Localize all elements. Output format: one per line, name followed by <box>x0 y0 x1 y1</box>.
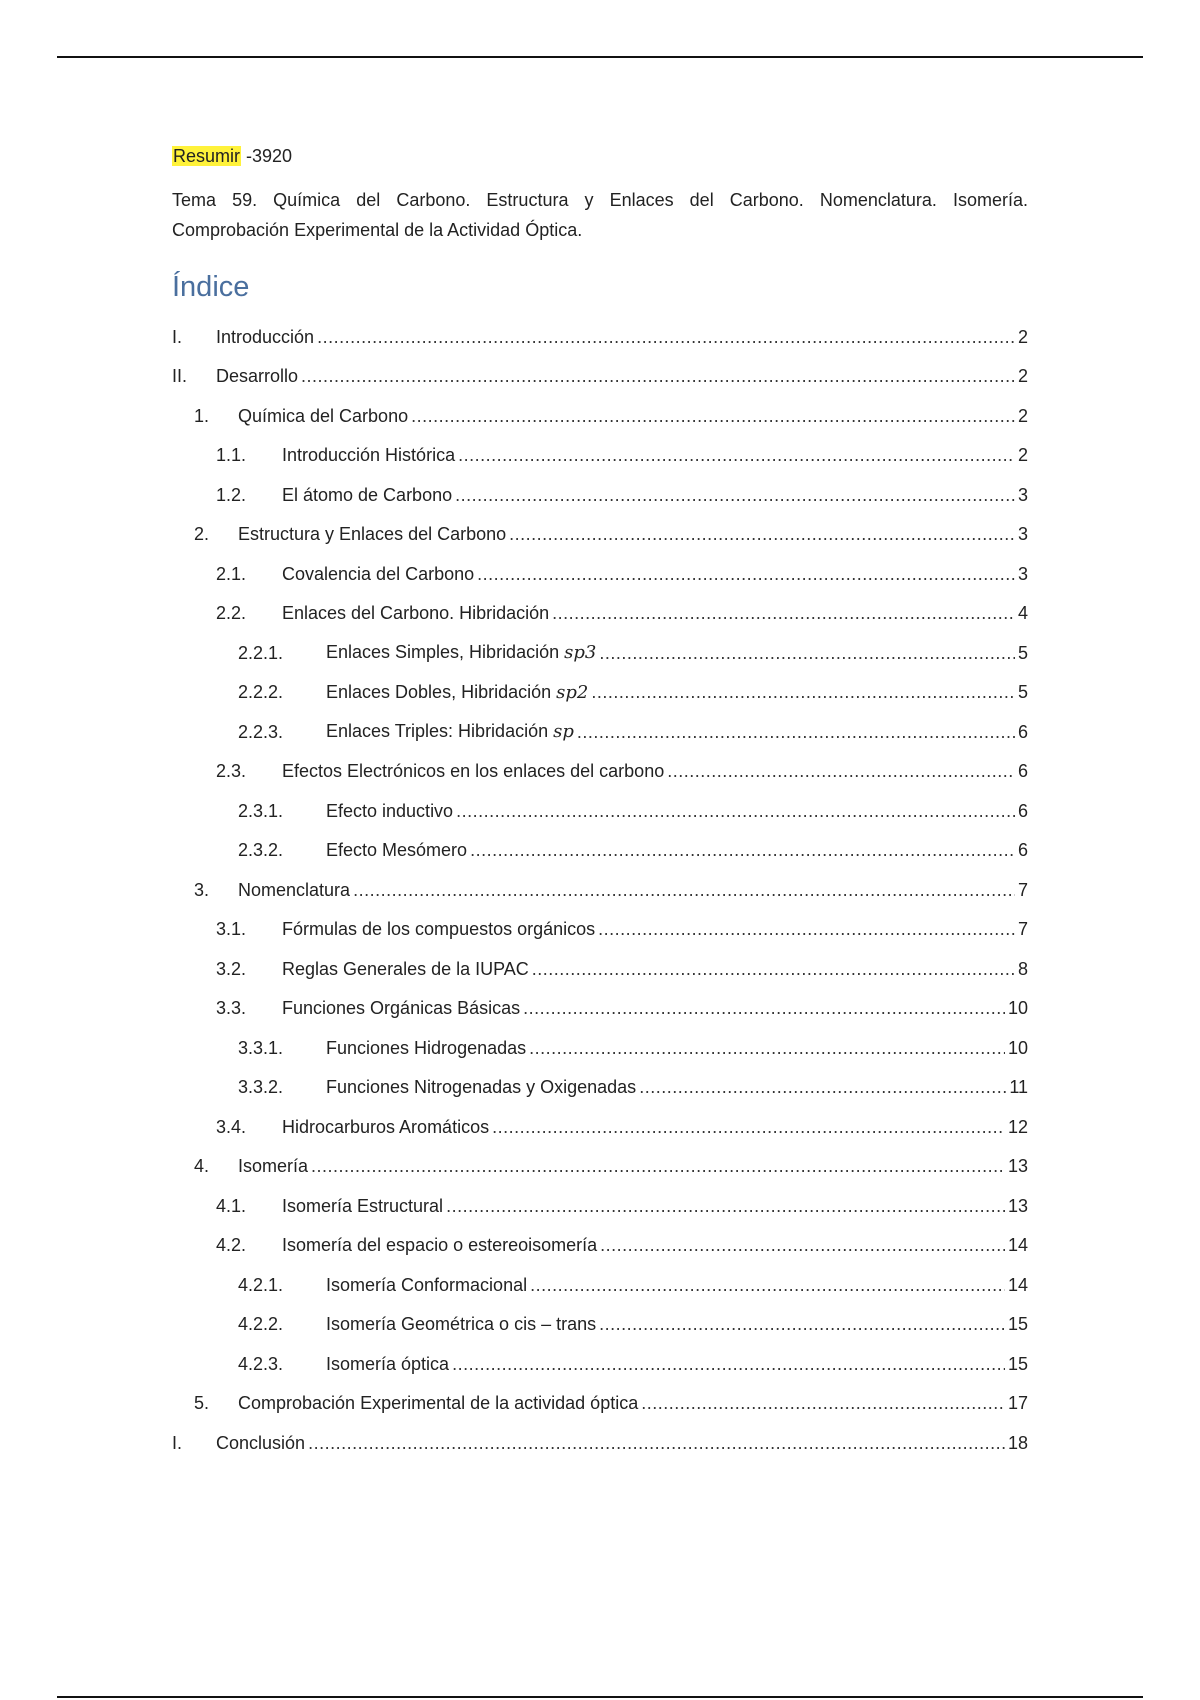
toc-entry-title-text: Desarrollo <box>216 366 299 387</box>
toc-dot-leader <box>591 681 1015 703</box>
toc-entry-page: 2 <box>1017 326 1028 347</box>
toc-entry-title-text: Isomería Estructural <box>282 1195 444 1216</box>
toc-dot-leader <box>529 1037 1005 1059</box>
toc-dot-leader <box>600 1234 1005 1256</box>
toc-entry-number: 4.1. <box>216 1195 247 1216</box>
toc-entry-title-text: Efectos Electrónicos en los enlaces del carbono <box>282 761 665 782</box>
toc-entry[interactable] <box>172 396 1028 436</box>
toc-entry[interactable] <box>172 1147 1028 1187</box>
toc-entry[interactable] <box>172 1028 1028 1068</box>
toc-entry-title <box>238 523 506 545</box>
toc-entry[interactable] <box>172 1226 1028 1266</box>
toc-entry-title-text: Funciones Nitrogenadas y Oxigenadas <box>326 1077 637 1098</box>
toc-entry-number: 4.2.2. <box>238 1314 284 1335</box>
toc-entry-number: 1. <box>194 405 210 426</box>
toc-dot-leader <box>552 602 1015 624</box>
toc-entry-page: 13 <box>1007 1195 1028 1216</box>
toc-entry-math: sp <box>553 721 574 743</box>
toc-dot-leader <box>446 1195 1005 1217</box>
toc-entry-title-text: Enlaces Dobles, Hibridación <box>326 681 557 702</box>
toc-entry-title <box>238 1155 308 1177</box>
toc-entry[interactable] <box>172 1265 1028 1305</box>
toc-entry-title <box>282 997 520 1019</box>
toc-entry[interactable] <box>172 673 1028 713</box>
toc-dot-leader <box>532 958 1015 980</box>
toc-entry[interactable] <box>172 436 1028 476</box>
toc-dot-leader <box>641 1392 1005 1414</box>
toc-entry-title-text: Enlaces Simples, Hibridación <box>326 642 565 663</box>
toc-entry[interactable] <box>172 357 1028 397</box>
toc-entry-title-text: Reglas Generales de la IUPAC <box>282 958 529 979</box>
toc-entry-number: 3.3. <box>216 998 247 1019</box>
toc-entry[interactable] <box>172 791 1028 831</box>
toc-entry[interactable] <box>172 1384 1028 1424</box>
toc-entry-number: 2.2.1. <box>238 642 284 663</box>
toc-entry-title-text: Hidrocarburos Aromáticos <box>282 1116 490 1137</box>
toc-entry-title-text: Covalencia del Carbono <box>282 563 475 584</box>
table-of-contents <box>172 317 1028 1463</box>
toc-entry-title <box>326 800 453 822</box>
toc-dot-leader <box>599 1313 1005 1335</box>
toc-entry-title <box>216 1432 305 1454</box>
document-code <box>172 143 1028 169</box>
toc-entry[interactable] <box>172 633 1028 673</box>
toc-entry-title <box>238 405 408 427</box>
toc-entry[interactable] <box>172 712 1028 752</box>
toc-entry-page: 2 <box>1017 445 1028 466</box>
toc-dot-leader <box>455 484 1015 506</box>
toc-entry[interactable] <box>172 1107 1028 1147</box>
toc-entry-title-text: Introducción Histórica <box>282 445 456 466</box>
toc-entry-page: 11 <box>1009 1077 1028 1098</box>
toc-entry[interactable] <box>172 910 1028 950</box>
document-subject: Tema 59. Química del Carbono. Estructura y Enlaces del Carbono. Nomenclatura. Isomería. Comprobación Experimental de la Actividad Óptica. <box>172 190 1028 240</box>
toc-entry-number: 1.2. <box>216 484 247 505</box>
toc-entry-title-text: Funciones Hidrogenadas <box>326 1037 527 1058</box>
toc-entry[interactable] <box>172 317 1028 357</box>
toc-entry-page: 10 <box>1007 1037 1028 1058</box>
toc-entry-title-text: Isomería <box>238 1156 309 1177</box>
toc-entry-title <box>282 484 452 506</box>
toc-dot-leader <box>599 642 1015 664</box>
toc-dot-leader <box>598 918 1015 940</box>
toc-entry-title-text: Isomería Conformacional <box>326 1274 528 1295</box>
toc-entry-page: 6 <box>1017 800 1028 821</box>
toc-entry-number: 2.2.2. <box>238 682 284 703</box>
toc-dot-leader <box>353 879 1015 901</box>
toc-dot-leader <box>470 839 1015 861</box>
toc-entry-title <box>282 958 529 980</box>
toc-dot-leader <box>458 444 1015 466</box>
toc-entry-title <box>282 918 595 940</box>
toc-entry-page: 13 <box>1007 1156 1028 1177</box>
toc-entry-title <box>326 1274 527 1296</box>
toc-entry-title <box>282 1234 597 1256</box>
toc-entry-number: 3.3.1. <box>238 1037 284 1058</box>
toc-entry-title-text: Fórmulas de los compuestos orgánicos <box>282 919 596 940</box>
toc-entry-title <box>216 365 298 387</box>
toc-entry-title <box>326 1037 526 1059</box>
toc-entry-page: 3 <box>1017 484 1028 505</box>
toc-entry-number: 3.1. <box>216 919 247 940</box>
toc-entry-title-text: Enlaces del Carbono. Hibridación <box>282 603 550 624</box>
toc-entry-title <box>326 839 467 861</box>
toc-entry-page: 14 <box>1007 1274 1028 1295</box>
toc-entry-page: 3 <box>1017 563 1028 584</box>
toc-entry-title <box>326 681 588 704</box>
toc-entry-page: 5 <box>1017 642 1028 663</box>
toc-entry-page: 15 <box>1007 1314 1028 1335</box>
document-code-number: -3920 <box>241 146 293 166</box>
toc-entry-title-text: Isomería Geométrica o cis – trans <box>326 1314 597 1335</box>
toc-dot-leader <box>311 1155 1005 1177</box>
toc-entry-page: 4 <box>1017 603 1028 624</box>
toc-entry-number: 4.2.1. <box>238 1274 284 1295</box>
toc-entry-page: 7 <box>1017 919 1028 940</box>
toc-dot-leader <box>492 1116 1005 1138</box>
toc-entry-page: 2 <box>1017 366 1028 387</box>
toc-dot-leader <box>639 1076 1006 1098</box>
toc-entry-title-text: Isomería del espacio o estereoisomería <box>282 1235 598 1256</box>
toc-entry-number: II. <box>172 366 188 387</box>
toc-entry[interactable] <box>172 1186 1028 1226</box>
toc-dot-leader <box>509 523 1015 545</box>
toc-entry[interactable] <box>172 989 1028 1029</box>
toc-entry-title <box>326 641 596 664</box>
toc-entry-title <box>282 1116 489 1138</box>
toc-entry-title <box>282 602 549 624</box>
toc-dot-leader <box>411 405 1015 427</box>
toc-entry[interactable] <box>172 1068 1028 1108</box>
toc-entry-title-text: Funciones Orgánicas Básicas <box>282 998 521 1019</box>
toc-entry-number: 4. <box>194 1156 210 1177</box>
toc-entry-title <box>238 879 350 901</box>
toc-entry[interactable] <box>172 870 1028 910</box>
toc-entry[interactable] <box>172 1344 1028 1384</box>
toc-entry-title-text: Efecto inductivo <box>326 800 454 821</box>
toc-entry-page: 5 <box>1017 682 1028 703</box>
toc-entry-title-text: Comprobación Experimental de la actividad óptica <box>238 1393 639 1414</box>
toc-entry-math: sp3 <box>564 642 597 664</box>
toc-entry[interactable] <box>172 1305 1028 1345</box>
toc-entry-title <box>282 563 474 585</box>
toc-entry-title <box>326 720 574 743</box>
toc-dot-leader <box>301 365 1015 387</box>
toc-entry-page: 6 <box>1017 721 1028 742</box>
toc-entry-title <box>282 444 455 466</box>
bottom-rule <box>57 1696 1143 1698</box>
toc-entry[interactable] <box>172 594 1028 634</box>
toc-entry-page: 18 <box>1007 1432 1028 1453</box>
toc-entry-number: 3. <box>194 879 210 900</box>
toc-entry-title <box>326 1313 596 1335</box>
toc-entry-number: 5. <box>194 1393 210 1414</box>
toc-entry-page: 12 <box>1007 1116 1028 1137</box>
toc-entry-number: I. <box>172 326 183 347</box>
top-rule <box>57 56 1143 58</box>
toc-entry[interactable] <box>172 515 1028 555</box>
toc-entry[interactable] <box>172 949 1028 989</box>
toc-heading: Índice <box>172 271 250 303</box>
toc-entry-title-text: Química del Carbono <box>238 405 409 426</box>
toc-dot-leader <box>523 997 1005 1019</box>
toc-entry-number: 3.4. <box>216 1116 247 1137</box>
toc-dot-leader <box>452 1353 1005 1375</box>
toc-entry-number: 4.2.3. <box>238 1353 284 1374</box>
toc-entry-number: I. <box>172 1432 183 1453</box>
toc-entry-number: 2. <box>194 524 210 545</box>
toc-entry-page: 14 <box>1007 1235 1028 1256</box>
toc-dot-leader <box>477 563 1015 585</box>
toc-entry-page: 10 <box>1007 998 1028 1019</box>
toc-entry-page: 6 <box>1017 840 1028 861</box>
toc-entry[interactable] <box>172 554 1028 594</box>
document-page <box>172 143 1028 307</box>
toc-entry-number: 4.2. <box>216 1235 247 1256</box>
toc-entry-page: 15 <box>1007 1353 1028 1374</box>
toc-entry-number: 2.1. <box>216 563 247 584</box>
toc-entry-number: 3.2. <box>216 958 247 979</box>
toc-entry-page: 8 <box>1017 958 1028 979</box>
toc-entry-number: 2.3.1. <box>238 800 284 821</box>
toc-entry[interactable] <box>172 752 1028 792</box>
toc-entry-page: 7 <box>1017 879 1028 900</box>
toc-entry-title-text: Introducción <box>216 326 315 347</box>
toc-entry-title-text: Enlaces Triples: Hibridación <box>326 721 554 742</box>
toc-entry[interactable] <box>172 831 1028 871</box>
highlighted-code-label: Resumir <box>173 146 241 166</box>
toc-entry-title-text: Efecto Mesómero <box>326 840 468 861</box>
toc-entry-number: 2.2. <box>216 603 247 624</box>
toc-entry-number: 3.3.2. <box>238 1077 284 1098</box>
toc-entry-math: sp2 <box>556 681 589 703</box>
toc-entry-number: 2.3.2. <box>238 840 284 861</box>
toc-dot-leader <box>577 721 1015 743</box>
toc-entry-title <box>238 1392 638 1414</box>
toc-entry-title-text: Conclusión <box>216 1432 306 1453</box>
toc-dot-leader <box>308 1432 1005 1454</box>
toc-entry-title <box>326 1353 449 1375</box>
toc-dot-leader <box>667 760 1015 782</box>
toc-entry-page: 17 <box>1007 1393 1028 1414</box>
toc-entry-title-text: Estructura y Enlaces del Carbono <box>238 524 507 545</box>
toc-entry-number: 2.3. <box>216 761 247 782</box>
toc-entry[interactable] <box>172 1423 1028 1463</box>
toc-entry-page: 3 <box>1017 524 1028 545</box>
toc-entry-title <box>326 1076 636 1098</box>
toc-entry-title-text: Isomería óptica <box>326 1353 450 1374</box>
toc-entry-title-text: El átomo de Carbono <box>282 484 453 505</box>
toc-entry-page: 6 <box>1017 761 1028 782</box>
toc-dot-leader <box>530 1274 1005 1296</box>
toc-dot-leader <box>456 800 1015 822</box>
toc-dot-leader <box>317 326 1015 348</box>
toc-entry[interactable] <box>172 475 1028 515</box>
toc-entry-title <box>216 326 314 348</box>
toc-entry-title <box>282 760 664 782</box>
toc-entry-title <box>282 1195 443 1217</box>
toc-entry-number: 2.2.3. <box>238 721 284 742</box>
toc-entry-number: 1.1. <box>216 445 247 466</box>
toc-entry-page: 2 <box>1017 405 1028 426</box>
toc-entry-title-text: Nomenclatura <box>238 879 351 900</box>
